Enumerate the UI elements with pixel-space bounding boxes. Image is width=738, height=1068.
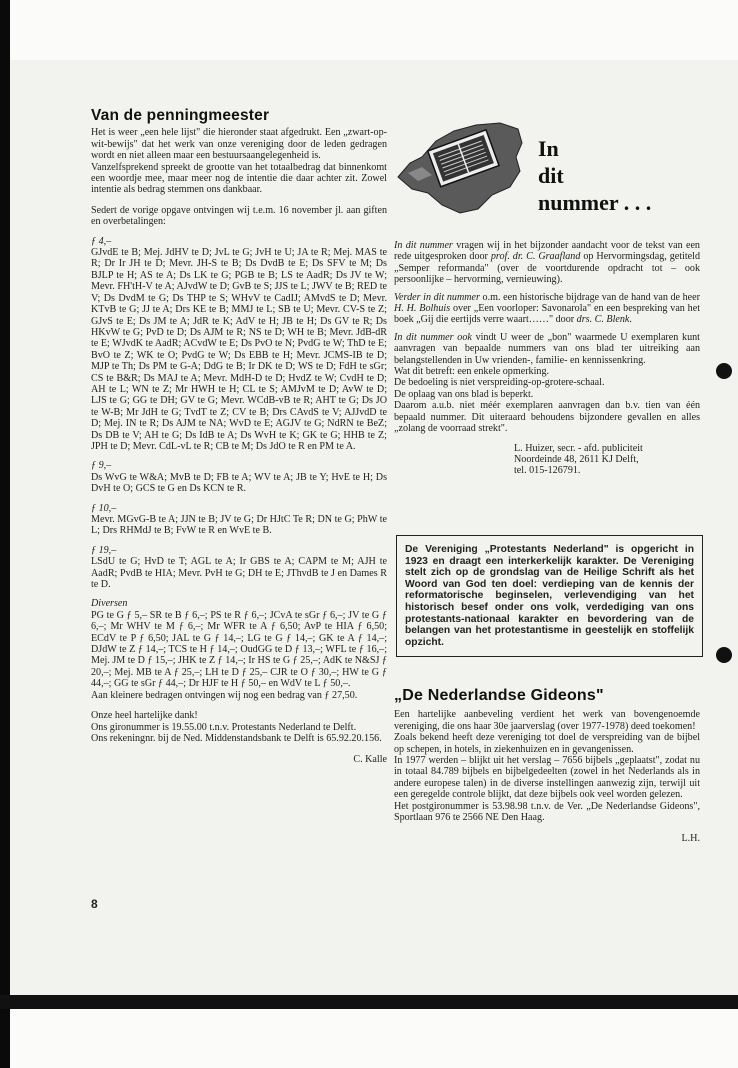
p1-text-b: op Hervormingsdag, getiteld „Semper reformanda" (over de voortdurende opdracht tot – ook persoonlijke – hervorming, vernieuwing). — [394, 251, 700, 286]
in-dit-nummer-paragraph-1 — [394, 240, 700, 286]
intro-paragraph-3: Sedert de vorige opgave ontvingen wij t.e.m. 16 november jl. aan giften en overbetalingen: — [91, 204, 387, 228]
donors-diversen: PG te G ƒ 5,– SR te B ƒ 6,–; PS te R ƒ 6,–; JCvA te sGr ƒ 6,–; JV te G ƒ 6,–; Mr WHV te M ƒ 6,–; Mr WFR te A ƒ 6,50; AvP te HIA ƒ 6,50; ECdV te P ƒ 6,50; JAL te G ƒ 14,–; LG te G ƒ 14,–; GK te A ƒ 14,–; DJdW te Z ƒ 14,–; TCS te H ƒ 14,–; OudGG te D ƒ 13,–; WFL te ƒ 16,–; Mej. JM te D ƒ 15,–; JHK te Z ƒ 14,–; Ir HS te G ƒ 25,–; AdK te N&SJ ƒ 20,–; Mej. MB te A ƒ 25,–; LH te D ƒ 25,– CJR te O ƒ 30,–; HW te G ƒ 44,–; GG te sGr ƒ 44,–; Dr HJF te H ƒ 50,– en WdV te L ƒ 50,–. — [91, 609, 387, 690]
amount-label-f4: ƒ 4,– — [91, 235, 112, 247]
amount-label-f19: ƒ 19,– — [91, 544, 117, 556]
in-dit-nummer-heading — [538, 135, 651, 216]
p2-author: H. H. Bolhuis — [394, 303, 451, 315]
p1-author: prof. dr. C. Graafland — [490, 251, 581, 263]
p2-text-a: o.m. een historische bijdrage van de hand van de heer — [479, 291, 700, 303]
in-dit-nummer-paragraph-3 — [394, 332, 700, 366]
p1-text-a: vragen wij in het bijzonder aandacht voor de tekst van een rede uitgesproken door — [394, 240, 700, 263]
p2-text-b: over „Een voorloper: Savonarola" en een bespreking van het boek „Gij die eertijds verre waart……" door — [394, 303, 701, 326]
gideons-paragraph-1: Een hartelijke aanbeveling verdient het werk van bovengenoemde vereniging, die ons haar 30e jaarverslag (over 1977-1978) deed toekomen! — [394, 709, 700, 732]
scan-left-border — [0, 0, 10, 1068]
intro-paragraph-1: Het is weer „een hele lijst" die hieronder staat afgedrukt. Een „zwart-op-wit-bewijs" dat het werk van onze vereniging door de leden gedragen wordt en niet alleen maar een bestuursaangelegenheid is. — [91, 127, 387, 162]
intent-line: De bedoeling is niet verspreiding-op-grotere-schaal. — [394, 377, 605, 389]
amount-label-f9: ƒ 9,– — [91, 460, 112, 472]
amount-label-f10: ƒ 10,– — [91, 502, 117, 514]
penningmeester-column — [91, 107, 387, 772]
punch-hole-top — [716, 363, 732, 379]
gideons-title: „De Nederlandse Gideons" — [394, 687, 604, 704]
gideons-paragraph-3: In 1977 werden – blijkt uit het verslag – 7656 bijbels „geplaatst", zodat nu in totaal 84.789 bijbels en bijbelgedeelten (zowel in het Nederlands als in andere europese talen) in de diverse instellingen aanwezig zijn, terwijl uit een geregelde controle blijkt, dat deze bijbels ook veel worden gelezen. — [394, 755, 700, 801]
small-amounts: Aan kleinere bedragen ontvingen wij nog een bedrag van ƒ 27,50. — [91, 689, 358, 701]
gideons-article — [394, 687, 700, 851]
p2-lead: Verder in dit nummer — [394, 291, 480, 303]
p3-text: vindt U weer de „bon" waarmede U exemplaren kunt aanvragen van bepaalde nummers van ons blad ter uitreiking aan belangstellenden in Uw vrienden-, familie- en kennissenkring. — [394, 331, 700, 366]
scan-bottom-border — [0, 995, 738, 1009]
heading-line-3: nummer . . . — [538, 190, 652, 215]
donors-f9: Ds WvG te W&A; MvB te D; FB te A; WV te A; JB te Y; HvE te H; Ds DvH te O; GCS te G en Ds KCN te R. — [91, 471, 387, 495]
thanks-line: Onze heel hartelijke dank! — [91, 710, 198, 722]
gideons-paragraph-4: Het postgironummer is 53.98.98 t.n.v. de Ver. „De Nederlandse Gideons", Sportlaan 976 te 2566 NE Den Haag. — [394, 800, 700, 824]
gideons-signature: L.H. — [681, 833, 700, 845]
contact-address — [514, 443, 700, 477]
intro-paragraph-2: Vanzelfsprekend spreekt de grootte van het totaalbedrag dat binnenkomt een woordje mee, maar meer nog de intentie die daar achter zit. Zowel intentie als bedrag stemmen ons dankbaar. — [91, 161, 387, 196]
donors-f10: Mevr. MGvG-B te A; JJN te B; JV te G; Dr HJtC Te R; DN te G; PhW te L; Drs RHMdJ te B; FvW te R en WvE te B. — [91, 514, 387, 537]
circulation-line: De oplaag van ons blad is beperkt. — [394, 388, 534, 400]
penningmeester-title: Van de penningmeester — [91, 107, 270, 124]
vereniging-statement-box: De Vereniging „Protestants Nederland" is opgericht in 1923 en draagt een interkerkelijk karakter. De Vereniging stelt zich op de grondslag van de Heilige Schrift als het Woord van God ten doel: verdieping van de kennis der reformatorische beginselen, verlevendiging van het historisch besef onder ons volk, verdediging van ons protestants-nationaal karakter en bevordering van de belangen van het protestantisme in geestelijk en stoffelijk opzicht. — [396, 535, 703, 657]
penning-signature: C. Kalle — [353, 754, 387, 766]
giro-line: Ons gironummer is 19.55.00 t.n.v. Protestants Nederland te Delft. — [91, 721, 357, 733]
in-dit-nummer-column — [394, 240, 700, 477]
p2-reviewer: drs. C. Blenk — [576, 314, 630, 326]
donors-f19: LSdU te G; HvD te T; AGL te A; Ir GBS te A; CAPM te M; AJH te AadR; PvdB te HIA; Mevr. PvH te G; DH te E; JThvdB te J en Dames R te D. — [91, 556, 387, 591]
donors-f4: GJvdE te B; Mej. JdHV te D; JvL te G; JvH te U; JA te R; Mej. MAS te R; Dr Ir JH te D; Mevr. JH-S te B; Ds DvdB te E; Ds SFV te M; Ds BJLP te H; AS te A; Ds LK te G; PGB te B; LS te AadR; Ds JV te W; Mevr. FH'tH-V te A; AJvdW te D; GvB te S; JJS te L; JWV te B; RED te V; Ds DvdM te G; Ds THP te S; WHvV te CadIJ; AMvdS te D; Mevr. KTvB te G; JJ te A; Drs KE te B; MMJ te L; SB te U; Mevr. CV-S te Z; GJvS te E; Ds JM te A; JdR te K; AdV te H; JB te H; Ds GV te R; Ds HKvW te G; PvD te D; Ds AJM te R; NS te D; WH te B; Mevr. JdB-dR te E; WJvdK te AadR; ACvdW te E; Ds PvO te N; PvdG te W; ThD te E; BvO te Z; WK te O; PvdG te W; Ds EBB te H; Mevr. JCMS-IB te D; MJP te Th; Ds PM te G-A; DdG te B; Ir DK te D; WS te D; FdH te sGr; CS te B&R; Ds MAJ te A; Mevr. MdH-D te D; HvdZ te W; CvdH te D; AH te L; WN te Z; Mr HWH te H; CL te S; AMJvM te D; AvW te D; LJS te G; GG te DH; GV te G; Mevr. WCdB-vB te R; AHT te G; Ds JO te W-B; Mr JdH te G; TvdT te Z; CV te B; Drs CAvdS te V; AJJvdD te D; Mej. IN te R; Ds AJM te NA; WvD te E; AGJV te G; NdRN te BeZ; Ds DB te V; AH te G; Ds IdB te A; Ds WvH te K; GK te G; HHB te Z; JPH te D; Mevr. CdL-vL te R; CB te M; Ds JdO te R en PM te A. — [91, 247, 387, 452]
address-line-3: tel. 015-126791. — [514, 465, 581, 477]
page-number: 8 — [91, 897, 98, 911]
diversen-label: Diversen — [91, 598, 128, 610]
bank-line: Ons rekeningnr. bij de Ned. Middenstandsbank te Delft is 65.92.20.156. — [91, 732, 382, 744]
heading-line-2: dit — [538, 163, 564, 188]
p1-lead: In dit nummer — [394, 240, 453, 251]
address-line-1: L. Huizer, secr. - afd. publiciteit — [514, 442, 643, 454]
p3-lead: In dit nummer ook — [394, 331, 472, 343]
request-paragraph: Daarom a.u.b. niet méér exemplaren aanvragen dan b.v. tien van één bepaald nummer. Dit uiteraard behoudens bijzondere gevallen en alles „zolang de voorraad strekt". — [394, 400, 700, 435]
remark-line: Wat dit betreft: een enkele opmerking. — [394, 366, 550, 378]
heading-line-1: In — [538, 136, 559, 161]
gideons-paragraph-2: Zoals bekend heeft deze vereniging tot doel de verspreiding van de bijbel op schepen, in hotels, in ziekenhuizen en in gevangenissen. — [394, 732, 700, 755]
punch-hole-bottom — [716, 647, 732, 663]
netherlands-map-illustration — [392, 117, 532, 217]
p2-text-c: . — [629, 314, 632, 326]
address-line-2: Noordeinde 48, 2611 KJ Delft, — [514, 453, 639, 465]
in-dit-nummer-paragraph-2 — [394, 292, 700, 326]
